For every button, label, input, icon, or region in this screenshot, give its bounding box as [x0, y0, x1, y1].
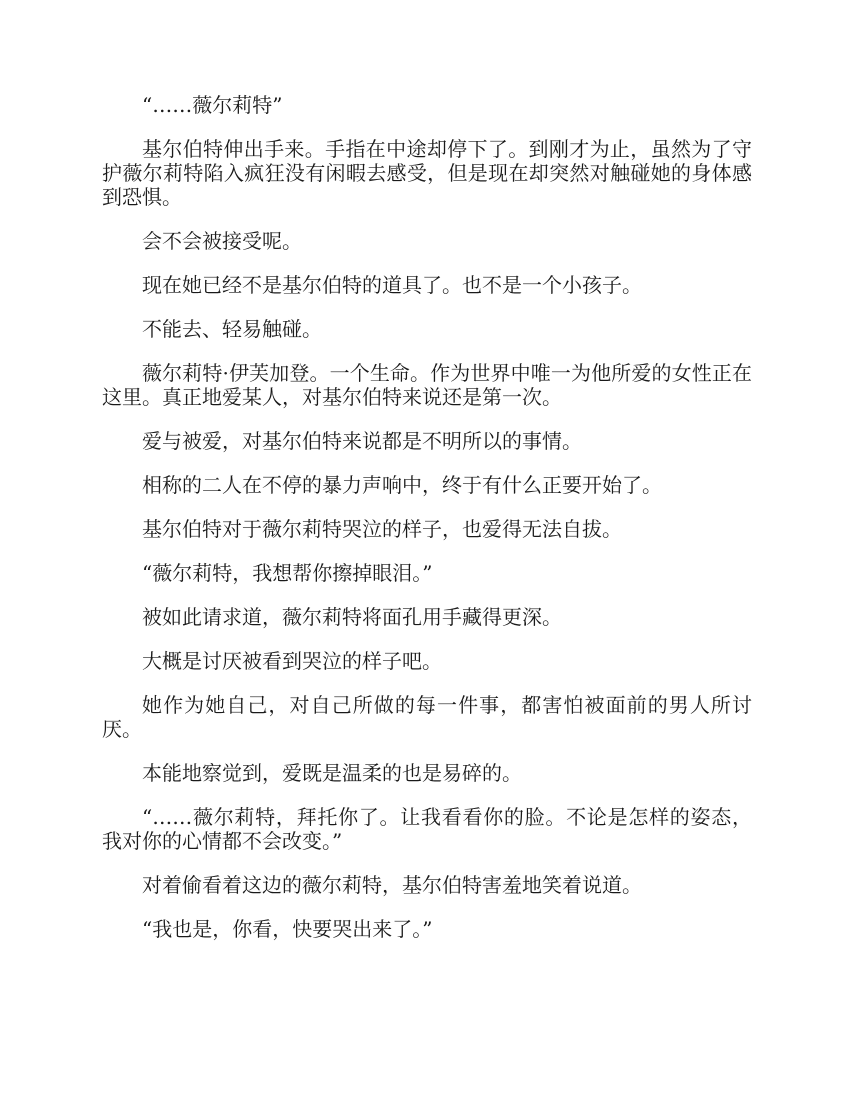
paragraph: 薇尔莉特·伊芙加登。一个生命。作为世界中唯一为他所爱的女性正在这里。真正地爱某人，对基尔伯特来说还是第一次。	[102, 361, 752, 409]
paragraph: 相称的二人在不停的暴力声响中，终于有什么正要开始了。	[142, 473, 662, 497]
paragraph: 会不会被接受呢。	[142, 229, 302, 253]
paragraph: 基尔伯特对于薇尔莉特哭泣的样子，也爱得无法自拔。	[142, 517, 622, 541]
paragraph: “我也是，你看，快要哭出来了。”	[142, 917, 433, 941]
document-body	[102, 93, 752, 961]
paragraph: 大概是讨厌被看到哭泣的样子吧。	[142, 649, 442, 673]
paragraph: 本能地察觉到，爱既是温柔的也是易碎的。	[142, 761, 522, 785]
paragraph: 她作为她自己，对自己所做的每一件事，都害怕被面前的男人所讨厌。	[102, 693, 752, 741]
paragraph: 被如此请求道，薇尔莉特将面孔用手藏得更深。	[142, 605, 562, 629]
paragraph: “薇尔莉特，我想帮你擦掉眼泪。”	[142, 561, 433, 585]
paragraph: 对着偷看着这边的薇尔莉特，基尔伯特害羞地笑着说道。	[142, 873, 642, 897]
paragraph: 基尔伯特伸出手来。手指在中途却停下了。到刚才为止，虽然为了守护薇尔莉特陷入疯狂没有闲暇去感受，但是现在却突然对触碰她的身体感到恐惧。	[102, 137, 752, 209]
paragraph: 不能去、轻易触碰。	[142, 317, 322, 341]
paragraph: “……薇尔莉特”	[142, 93, 283, 117]
paragraph: 爱与被爱，对基尔伯特来说都是不明所以的事情。	[142, 429, 582, 453]
paragraph: “……薇尔莉特，拜托你了。让我看看你的脸。不论是怎样的姿态，我对你的心情都不会改变。”	[102, 805, 752, 853]
paragraph: 现在她已经不是基尔伯特的道具了。也不是一个小孩子。	[142, 273, 642, 297]
